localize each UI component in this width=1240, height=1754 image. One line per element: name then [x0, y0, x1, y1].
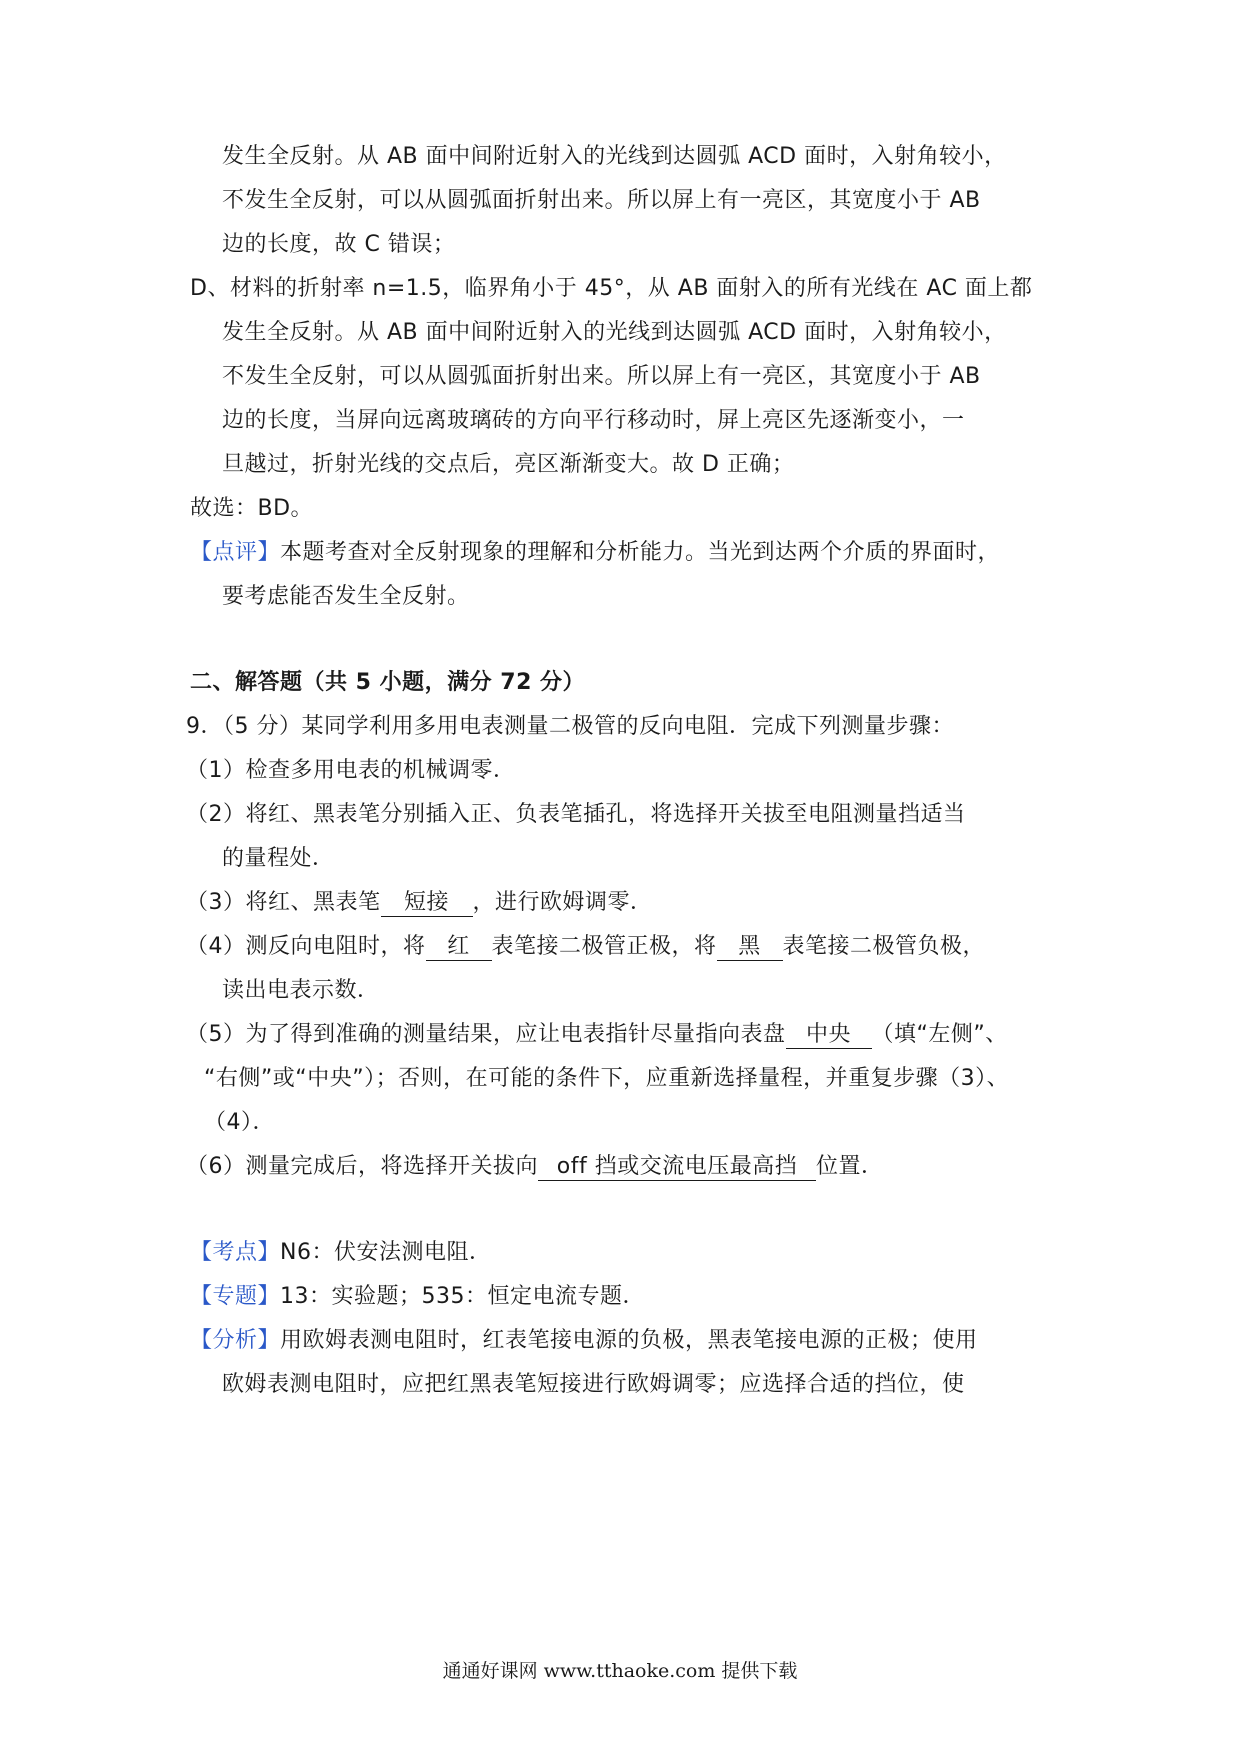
kaodian-tag: 【考点】 — [190, 1240, 281, 1265]
comment-line-2: 要考虑能否发生全反射。 — [222, 584, 470, 609]
step-4-text-end: 表笔接二极管负极， — [782, 934, 986, 959]
comment-text: 本题考查对全反射现象的理解和分析能力。当光到达两个介质的界面时， — [280, 540, 1001, 565]
step-5 — [186, 1020, 1008, 1050]
step-5-cont: “右侧”或“中央”）；否则，在可能的条件下，应重新选择量程，并重复步骤（3）、 — [204, 1066, 1010, 1091]
zhuanti-tag: 【专题】 — [190, 1284, 281, 1309]
step-4-text: （4）测反向电阻时，将 — [186, 934, 426, 959]
answer-blank: off 挡或交流电压最高挡 — [538, 1154, 816, 1181]
fenxi-text: 用欧姆表测电阻时，红表笔接电源的负极，黑表笔接电源的正极；使用 — [280, 1328, 978, 1353]
text-line: 边的长度，当屏向远离玻璃砖的方向平行移动时，屏上亮区先逐渐变小，一 — [222, 408, 965, 433]
page-footer: 通通好课网 www.tthaoke.com 提供下载 — [442, 1660, 798, 1682]
step-5-text: （5）为了得到准确的测量结果，应让电表指针尽量指向表盘 — [186, 1022, 786, 1047]
fenxi-line-2: 欧姆表测电阻时，应把红黑表笔短接进行欧姆调零；应选择合适的挡位，使 — [222, 1372, 965, 1397]
step-6-text: （6）测量完成后，将选择开关拔向 — [186, 1154, 538, 1179]
text-line: 旦越过，折射光线的交点后，亮区渐渐变大。故 D 正确； — [222, 452, 795, 477]
step-2-cont: 的量程处． — [222, 846, 335, 871]
zhuanti-text: 13：实验题；535：恒定电流专题． — [280, 1284, 646, 1309]
option-d-line: D、材料的折射率 n=1.5，临界角小于 45°，从 AB 面射入的所有光线在 AC 面上都 — [190, 276, 1033, 301]
step-4-text-mid: 表笔接二极管正极，将 — [491, 934, 717, 959]
step-6-text-end: 位置． — [816, 1154, 884, 1179]
answer-blank: 黑 — [717, 934, 783, 961]
text-line: 边的长度，故 C 错误； — [222, 232, 456, 257]
text-line: 不发生全反射，可以从圆弧面折射出来。所以屏上有一亮区，其宽度小于 AB — [222, 188, 981, 213]
step-6 — [186, 1152, 884, 1182]
question-stem: 9．（5 分）某同学利用多用电表测量二极管的反向电阻．完成下列测量步骤： — [186, 714, 954, 739]
answer-blank: 短接 — [381, 890, 473, 917]
kaodian-line — [190, 1238, 491, 1268]
step-1: （1）检查多用电表的机械调零． — [186, 758, 516, 783]
fenxi-tag: 【分析】 — [190, 1328, 281, 1353]
step-5-text-end: （填“左侧”、 — [871, 1022, 1008, 1047]
text-line: 发生全反射。从 AB 面中间附近射入的光线到达圆弧 ACD 面时，入射角较小， — [222, 144, 1007, 169]
step-4-cont: 读出电表示数． — [222, 978, 380, 1003]
step-2: （2）将红、黑表笔分别插入正、负表笔插孔，将选择开关拔至电阻测量挡适当 — [186, 802, 966, 827]
kaodian-text: N6：伏安法测电阻． — [280, 1240, 492, 1265]
comment-tag: 【点评】 — [190, 540, 281, 565]
answer-line: 故选：BD。 — [190, 496, 314, 521]
section-heading: 二、解答题（共 5 小题，满分 72 分） — [190, 670, 586, 695]
comment-line — [190, 538, 1000, 568]
step-3-text-end: ，进行欧姆调零． — [472, 890, 653, 915]
step-4 — [186, 932, 985, 962]
text-line: 发生全反射。从 AB 面中间附近射入的光线到达圆弧 ACD 面时，入射角较小， — [222, 320, 1007, 345]
text-line: 不发生全反射，可以从圆弧面折射出来。所以屏上有一亮区，其宽度小于 AB — [222, 364, 981, 389]
zhuanti-line — [190, 1282, 645, 1312]
step-5-cont-2: （4）． — [204, 1110, 275, 1135]
step-3 — [186, 888, 653, 918]
answer-blank: 中央 — [786, 1022, 872, 1049]
step-3-text: （3）将红、黑表笔 — [186, 890, 381, 915]
fenxi-line — [190, 1326, 978, 1356]
answer-blank: 红 — [426, 934, 492, 961]
